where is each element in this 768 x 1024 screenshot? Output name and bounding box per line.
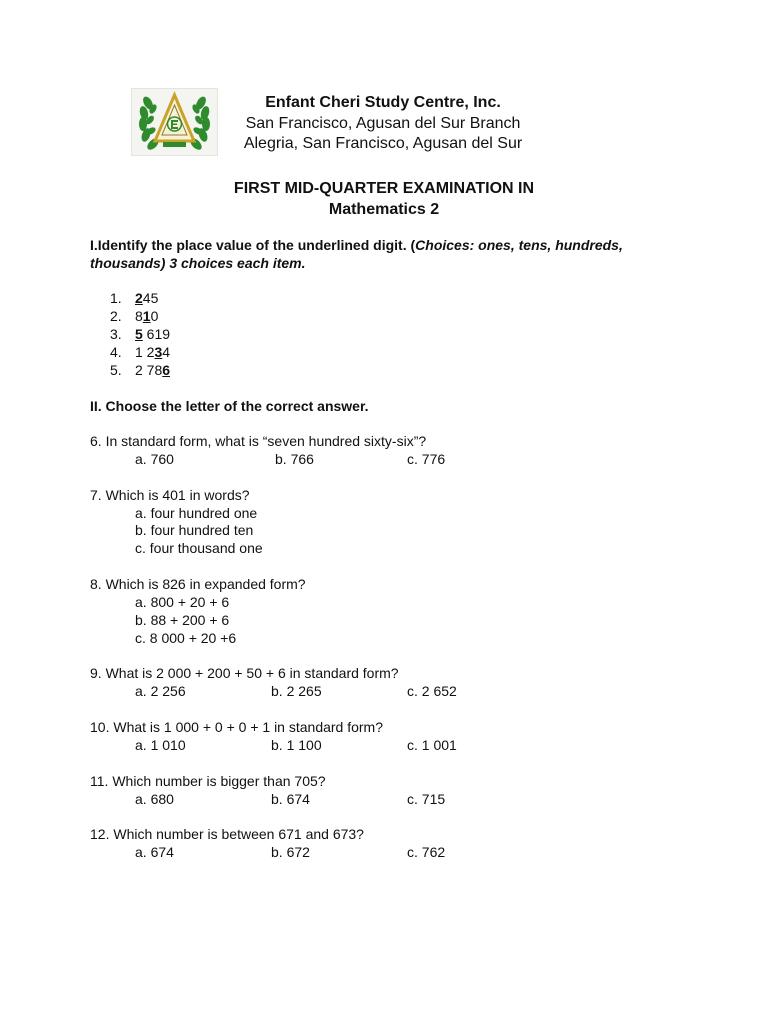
question-7: 7. Which is 401 in words?: [90, 487, 250, 503]
digit-before: 1 2: [135, 344, 155, 360]
underlined-digit: 5: [135, 326, 143, 342]
option-b: b. 88 + 200 + 6: [135, 612, 230, 628]
option-a: a. 680: [135, 791, 174, 807]
option-a: a. 800 + 20 + 6: [135, 594, 230, 610]
option-b: b. 1 100: [271, 737, 322, 753]
question-12: 12. Which number is between 671 and 673?: [90, 826, 364, 842]
option-c: c. 8 000 + 20 +6: [135, 630, 237, 646]
option-b: b. four hundred ten: [135, 522, 254, 538]
option-c: c. 1 001: [407, 737, 457, 753]
item-number: 1.: [110, 290, 122, 306]
part1-choices: Choices: ones, tens, hundreds, thousands) 3 choices each item.: [90, 237, 623, 271]
part1-instruction: [90, 236, 690, 272]
school-header: [218, 92, 548, 154]
digit-after: 45: [142, 290, 159, 306]
item-number: 2.: [110, 308, 122, 324]
option-a: a. 760: [135, 451, 174, 467]
option-a: a. 1 010: [135, 737, 186, 753]
underlined-digit: 2: [135, 290, 143, 306]
option-b: b. 674: [271, 791, 310, 807]
list-item: [110, 289, 170, 307]
exam-title-line1: FIRST MID-QUARTER EXAMINATION IN: [233, 180, 535, 197]
exam-subject: Mathematics 2: [328, 201, 440, 218]
option-a: a. 2 256: [135, 683, 186, 699]
item-number: 3.: [110, 326, 122, 342]
question-10: 10. What is 1 000 + 0 + 0 + 1 in standard form?: [90, 719, 384, 735]
option-b: b. 2 265: [271, 683, 322, 699]
exam-title: [0, 178, 768, 220]
part1-items: [110, 289, 170, 379]
option-b: b. 672: [271, 844, 310, 860]
item-number: 5.: [110, 362, 122, 378]
question-9: 9. What is 2 000 + 200 + 50 + 6 in standard form?: [90, 665, 399, 681]
option-c: c. 715: [407, 791, 446, 807]
question-6: 6. In standard form, what is “seven hundred sixty-six”?: [90, 433, 427, 449]
school-address: Alegria, San Francisco, Agusan del Sur: [243, 135, 523, 152]
list-item: [110, 361, 170, 379]
option-c: c. 2 652: [407, 683, 457, 699]
digit-before: 2 78: [135, 362, 163, 378]
list-item: [110, 343, 170, 361]
underlined-digit: 1: [142, 308, 151, 324]
question-8: 8. Which is 826 in expanded form?: [90, 576, 306, 592]
digit-after: 4: [162, 344, 171, 360]
school-logo: [131, 88, 218, 156]
underlined-digit: 3: [154, 344, 163, 360]
school-branch: San Francisco, Agusan del Sur Branch: [245, 115, 521, 132]
laurel-triangle-icon: [132, 89, 217, 155]
question-11: 11. Which number is bigger than 705?: [90, 773, 326, 789]
digit-before: 8: [135, 308, 143, 324]
item-number: 4.: [110, 344, 122, 360]
school-name: Enfant Cheri Study Centre, Inc.: [265, 94, 501, 111]
option-b: b. 766: [275, 451, 314, 467]
part2-instruction: II. Choose the letter of the correct answer.: [90, 398, 369, 414]
option-a: a. four hundred one: [135, 505, 258, 521]
option-c: c. 762: [407, 844, 446, 860]
option-a: a. 674: [135, 844, 174, 860]
digit-after: 619: [142, 326, 171, 342]
list-item: [110, 307, 170, 325]
option-c: c. 776: [407, 451, 446, 467]
digit-after: 0: [150, 308, 159, 324]
part1-instruction-text: I.Identify the place value of the underlined digit. (: [90, 237, 416, 253]
underlined-digit: 6: [162, 362, 171, 378]
option-c: c. four thousand one: [135, 540, 263, 556]
list-item: [110, 325, 170, 343]
